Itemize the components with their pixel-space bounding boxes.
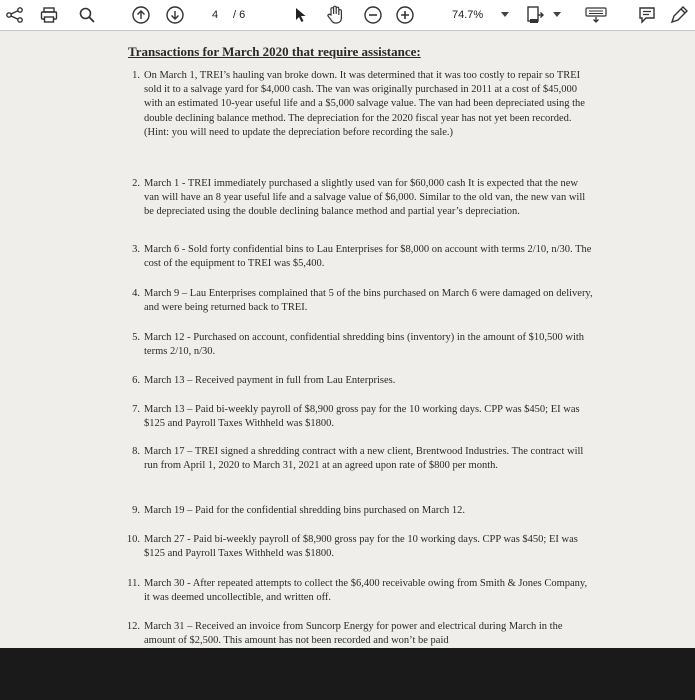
total-pages: / 6	[233, 9, 246, 21]
print-icon[interactable]	[36, 0, 62, 30]
list-item: 9. March 19 – Paid for the confidential shredding bins purchased on March 12.	[132, 505, 466, 516]
list-item: 3. March 6 - Sold forty confidential bins to Lau Enterprises for $8,000 on account with terms 2/10, n/30. The cost of the equipment to TREI was $5,400.	[132, 244, 592, 270]
document-page	[0, 31, 695, 648]
list-item: 7. March 13 – Paid bi-weekly payroll of $8,900 gross pay for the 10 working days. CPP was $450; EI was $125 and Payroll Taxes Withheld was $1800.	[132, 404, 580, 430]
screen-bottom-edge	[0, 648, 695, 700]
list-item: 6. March 13 – Received payment in full from Lau Enterprises.	[132, 375, 396, 386]
tools-dropdown-icon[interactable]	[550, 0, 564, 30]
list-item: 11. March 30 - After repeated attempts to collect the $6,400 receivable owing from Smith & Jones Company, it was deemed uncollectible, and written off.	[127, 578, 588, 604]
pen-icon[interactable]	[666, 0, 692, 30]
page-down-icon[interactable]	[162, 0, 188, 30]
zoom-level[interactable]: 74.7%	[452, 9, 484, 21]
page-up-icon[interactable]	[128, 0, 154, 30]
select-cursor-icon[interactable]	[290, 0, 312, 30]
zoom-out-icon[interactable]	[360, 0, 386, 30]
zoom-dropdown-icon[interactable]	[498, 0, 512, 30]
search-icon[interactable]	[74, 0, 100, 30]
list-item: 5. March 12 - Purchased on account, confidential shredding bins (inventory) in the amount of $10,500 with terms 2/10, n/30.	[132, 332, 585, 358]
list-item: 10. March 27 - Paid bi-weekly payroll of $8,900 gross pay for the 10 working days. CPP was $450; EI was $125 and Payroll Taxes Withheld was $1800.	[126, 534, 578, 560]
hand-icon[interactable]	[322, 0, 348, 30]
list-item: 8. March 17 – TREI signed a shredding contract with a new client, Brentwood Industries. The contract will run from April 1, 2020 to March 31, 2021 at an agreed upon rate of $800 per month.	[132, 446, 584, 472]
comment-icon[interactable]	[634, 0, 660, 30]
zoom-in-icon[interactable]	[392, 0, 418, 30]
list-item: 4. March 9 – Lau Enterprises complained that 5 of the bins purchased on March 6 were damaged on delivery, and were being returned back to TREI.	[132, 288, 593, 314]
keyboard-icon[interactable]	[582, 0, 610, 30]
current-page-field[interactable]: 4	[212, 9, 219, 21]
fit-page-icon[interactable]	[522, 0, 548, 30]
list-item: 12. March 31 – Received an invoice from Suncorp Energy for power and electrical during March in the amount of $2,500. This amount has not been recorded and won’t be paid	[126, 621, 563, 647]
pdf-toolbar	[0, 0, 695, 31]
list-item: 1. On March 1, TREI’s hauling van broke down. It was determined that it was too costly to repair so TREI sold it to a salvage yard for $4,000 cash. The van was originally purchased in 2011 at a cost of $45,000 with an estimated 10-year useful life and a $5,000 salvage value. The van had been depreciated using the double declining balance method. The depreciation for the 2020 fiscal year has not yet been recorded. (Hint: you will need to update the depreciation before recording the sale.)	[132, 70, 585, 138]
share-icon[interactable]	[2, 0, 28, 30]
list-item: 2. March 1 - TREI immediately purchased a slightly used van for $60,000 cash It is expected that the new van will have an 8 year useful life and a salvage value of $6,000. Similar to the old van, the new van will be depreciated using the double declining balance method and partial year’s depreciation.	[132, 178, 586, 218]
page-title: Transactions for March 2020 that require assistance:	[128, 44, 421, 59]
